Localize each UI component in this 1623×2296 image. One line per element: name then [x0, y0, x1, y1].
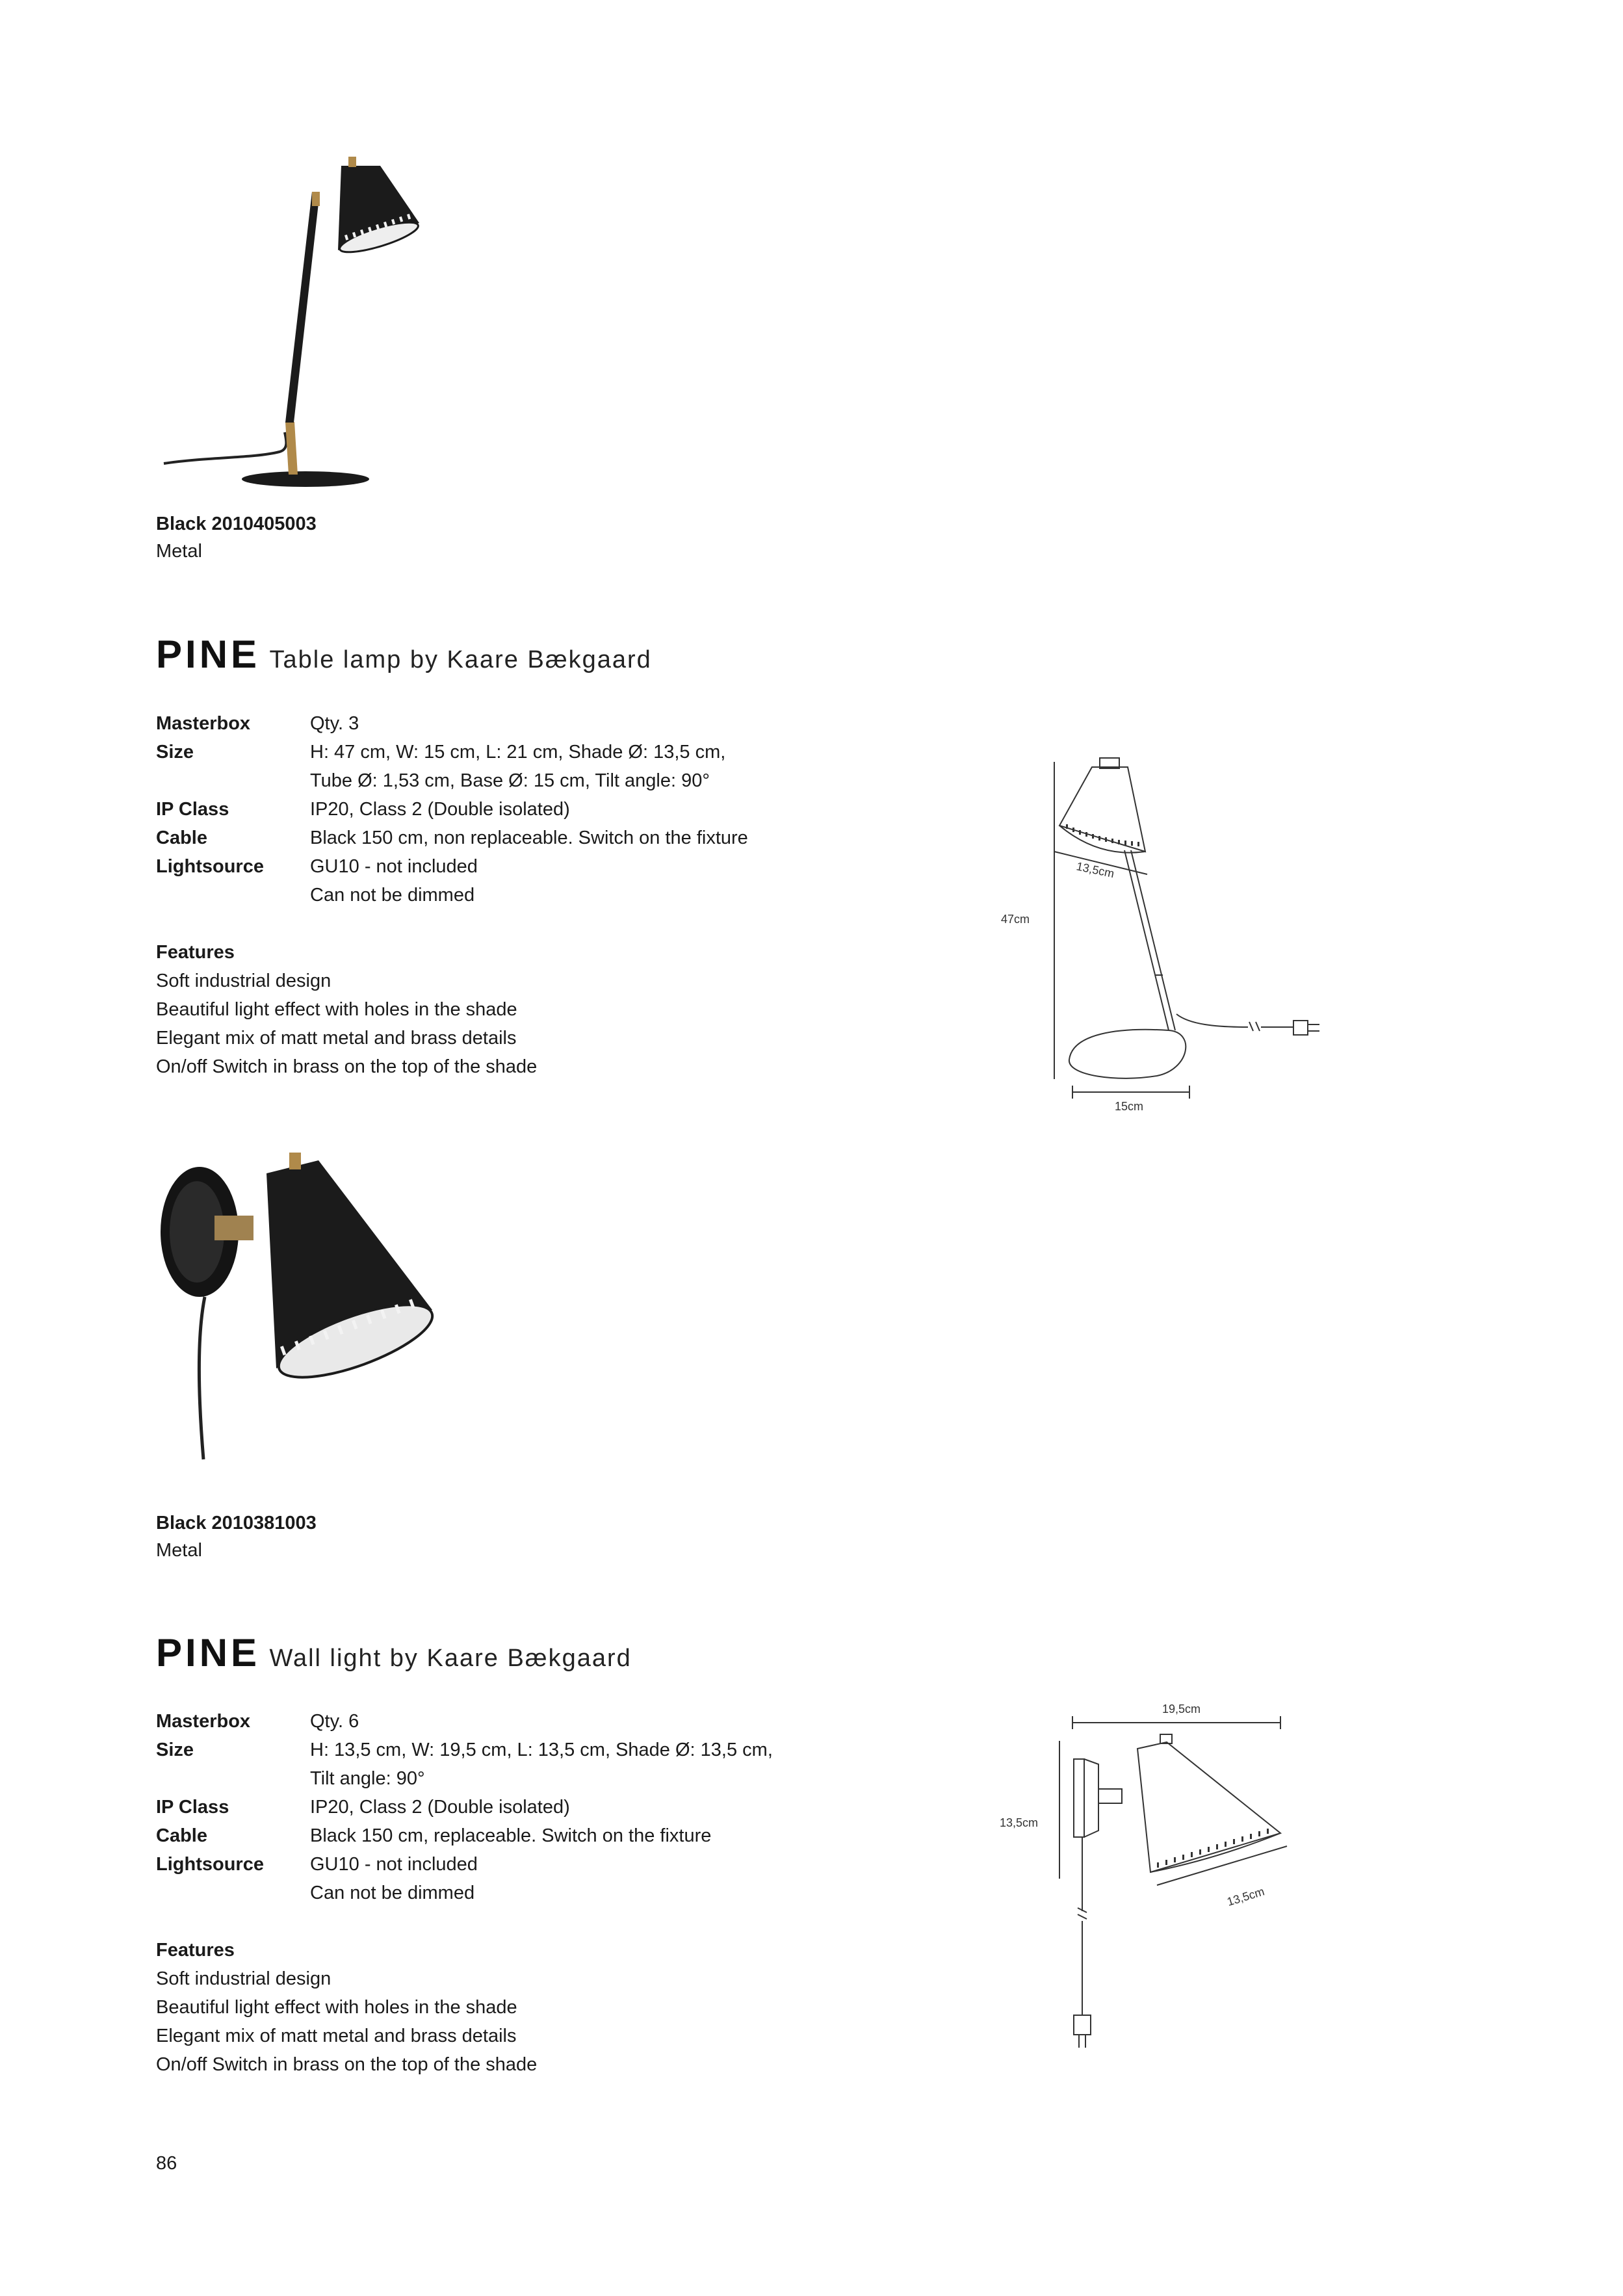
- spec-row-size: [156, 1736, 806, 1793]
- table-lamp-dimension-drawing: [994, 741, 1358, 1118]
- feature-item: On/off Switch in brass on the top of the shade: [156, 2054, 538, 2075]
- spec-row-lightsource: [156, 1850, 806, 1907]
- dim-shade-label: 13,5cm: [1225, 1885, 1266, 1909]
- spec-value: GU10 - not included: [310, 1854, 478, 1875]
- product-name: PINE: [156, 1631, 261, 1675]
- spec-label: Masterbox: [156, 1711, 251, 1732]
- features-list: [156, 1936, 537, 2079]
- dim-width-label: 19,5cm: [1162, 1702, 1201, 1715]
- spec-value: Black 150 cm, non replaceable. Switch on the fixture: [310, 828, 748, 848]
- spec-row-lightsource: [156, 852, 806, 909]
- page-number: 86: [156, 2153, 177, 2174]
- variant-info: [156, 510, 317, 565]
- spec-row-size: [156, 738, 806, 795]
- spec-label: Masterbox: [156, 713, 251, 734]
- feature-item: Elegant mix of matt metal and brass details: [156, 1028, 517, 1049]
- feature-item: Soft industrial design: [156, 1968, 331, 1989]
- product-subtitle: Wall light by Kaare Bækgaard: [269, 1645, 632, 1672]
- table-lamp-photo: [156, 146, 442, 497]
- spec-value: H: 13,5 cm, W: 19,5 cm, L: 13,5 cm, Shade Ø: 13,5 cm,: [310, 1740, 773, 1760]
- spec-value: H: 47 cm, W: 15 cm, L: 21 cm, Shade Ø: 13,5 cm,: [310, 742, 726, 763]
- spec-value: IP20, Class 2 (Double isolated): [310, 1797, 570, 1818]
- feature-item: Soft industrial design: [156, 971, 331, 991]
- features-list: [156, 938, 537, 1081]
- wall-light-photo: [153, 1134, 439, 1479]
- variant-material: Metal: [156, 1540, 202, 1561]
- spec-value: Black 150 cm, replaceable. Switch on the fixture: [310, 1825, 712, 1846]
- spec-row-cable: [156, 824, 806, 852]
- spec-value: IP20, Class 2 (Double isolated): [310, 799, 570, 820]
- spec-row-ip-class: [156, 795, 806, 824]
- spec-label: Size: [156, 742, 194, 763]
- spec-row-ip-class: [156, 1793, 806, 1821]
- features-heading: Features: [156, 942, 235, 963]
- spec-value: Qty. 3: [310, 713, 359, 734]
- feature-item: On/off Switch in brass on the top of the shade: [156, 1056, 538, 1077]
- feature-item: Beautiful light effect with holes in the shade: [156, 999, 517, 1020]
- variant-material: Metal: [156, 541, 202, 562]
- spec-row-cable: [156, 1821, 806, 1850]
- product-subtitle: Table lamp by Kaare Bækgaard: [269, 646, 652, 673]
- spec-label: Size: [156, 1740, 194, 1760]
- dim-shade-label: 13,5cm: [1075, 859, 1116, 881]
- product-name: PINE: [156, 633, 261, 676]
- dim-height-label: 47cm: [1001, 913, 1030, 926]
- spec-table: [156, 709, 806, 909]
- spec-value: GU10 - not included: [310, 856, 478, 877]
- spec-row-masterbox: [156, 709, 806, 738]
- spec-label: Lightsource: [156, 1854, 264, 1875]
- product-title: [156, 632, 652, 677]
- feature-item: Elegant mix of matt metal and brass details: [156, 2026, 517, 2046]
- product-title: [156, 1630, 632, 1675]
- spec-value: Can not be dimmed: [310, 1883, 475, 1903]
- variant-info: [156, 1509, 317, 1564]
- spec-label: IP Class: [156, 1797, 229, 1818]
- features-heading: Features: [156, 1940, 235, 1961]
- dim-height-label: 13,5cm: [1000, 1816, 1039, 1829]
- spec-label: Cable: [156, 1825, 207, 1846]
- spec-value: Can not be dimmed: [310, 885, 475, 906]
- wall-light-dimension-drawing: [994, 1697, 1306, 2087]
- variant-code: Black 2010381003: [156, 1513, 317, 1533]
- spec-table: [156, 1707, 806, 1907]
- spec-label: IP Class: [156, 799, 229, 820]
- spec-row-masterbox: [156, 1707, 806, 1736]
- variant-code: Black 2010405003: [156, 514, 317, 534]
- dim-base-label: 15cm: [1115, 1100, 1144, 1113]
- spec-value: Tube Ø: 1,53 cm, Base Ø: 15 cm, Tilt angle: 90°: [310, 770, 710, 791]
- spec-label: Lightsource: [156, 856, 264, 877]
- spec-value: Tilt angle: 90°: [310, 1768, 425, 1789]
- feature-item: Beautiful light effect with holes in the shade: [156, 1997, 517, 2018]
- spec-label: Cable: [156, 828, 207, 848]
- spec-value: Qty. 6: [310, 1711, 359, 1732]
